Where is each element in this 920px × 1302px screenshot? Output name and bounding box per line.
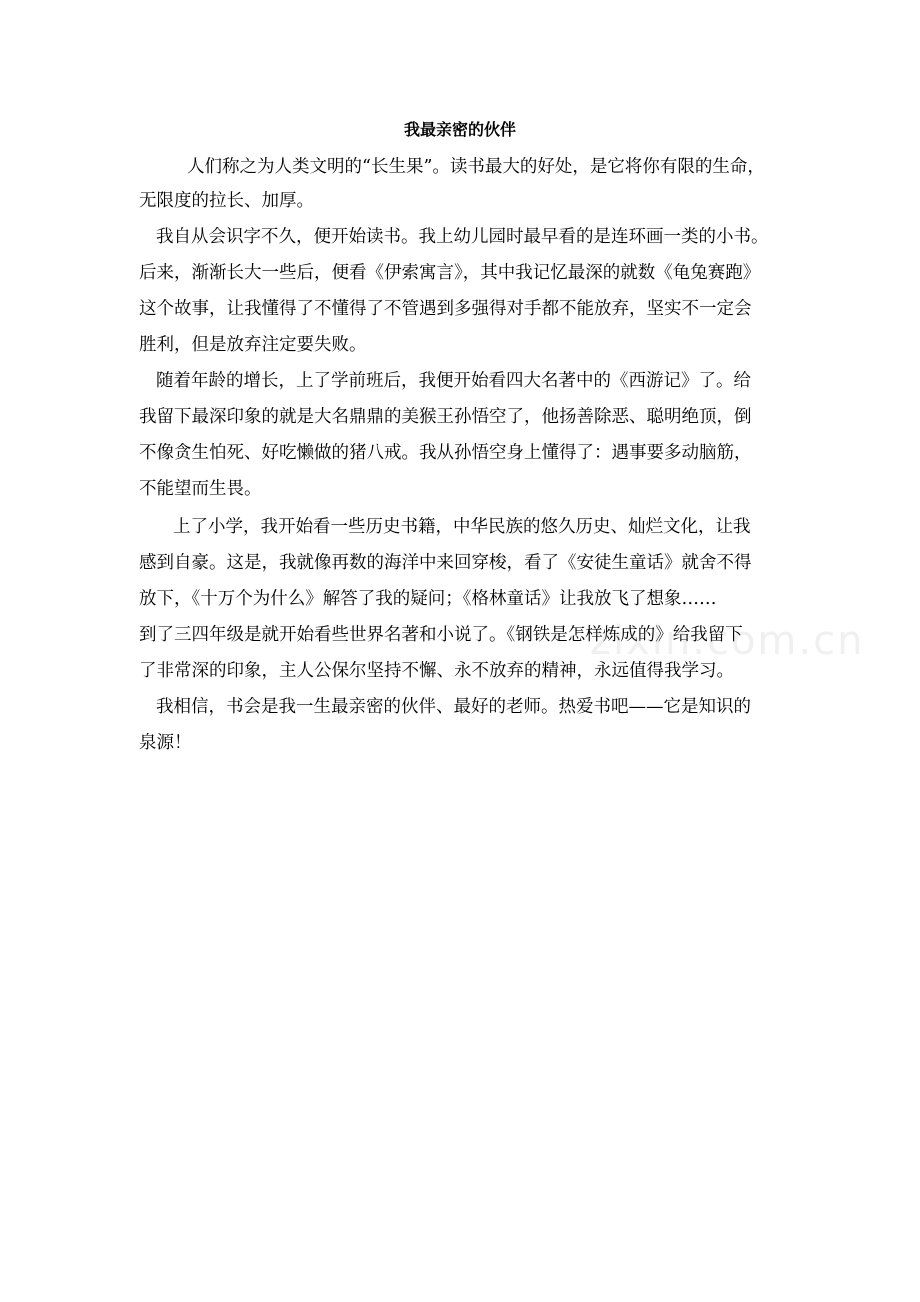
- paragraph-line: 到了三四年级是就开始看些世界名著和小说了。《钢铁是怎样炼成的》给我留下: [139, 625, 743, 645]
- paragraph-line: 泉源！: [139, 733, 192, 753]
- paragraph-line: 不能望而生畏。: [139, 479, 262, 499]
- paragraph-line: 我留下最深印象的就是大名鼎鼎的美猴王孙悟空了，他扬善除恶、聪明绝顶，倒: [139, 407, 752, 427]
- paragraph-line: 胜利，但是放弃注定要失败。: [139, 335, 367, 355]
- paragraph-line: 不像贪生怕死、好吃懒做的猪八戒。我从孙悟空身上懂得了：遇事要多动脑筋，: [139, 443, 752, 463]
- paragraph-line: 这个故事，让我懂得了不懂得了不管遇到多强得对手都不能放弃，坚实不一定会: [139, 299, 752, 319]
- paragraph-line: 随着年龄的增长，上了学前班后，我便开始看四大名著中的《西游记》了。给: [156, 371, 751, 391]
- paragraph-line: 放下，《十万个为什么》解答了我的疑问；《格林童话》让我放飞了想象……: [139, 589, 717, 609]
- paragraph-line: 我自从会识字不久，便开始读书。我上幼儿园时最早看的是连环画一类的小书。: [156, 227, 769, 247]
- paragraph-line: 无限度的拉长、加厚。: [139, 191, 314, 211]
- document-title: 我最亲密的伙伴: [403, 120, 516, 139]
- watermark-text: zixin.com.cn: [590, 618, 865, 664]
- paragraph-line: 了非常深的印象，主人公保尔坚持不懈、永不放弃的精神，永远值得我学习。: [139, 661, 734, 681]
- paragraph-line: 人们称之为人类文明的“长生果”。读书最大的好处，是它将你有限的生命，: [187, 157, 765, 177]
- paragraph-line: 感到自豪。这是，我就像再数的海洋中来回穿梭，看了《安徒生童话》就舍不得: [139, 553, 752, 573]
- paragraph-line: 后来，渐渐长大一些后，便看《伊索寓言》，其中我记忆最深的就数《龟兔赛跑》: [139, 263, 761, 283]
- paragraph-line: 上了小学，我开始看一些历史书籍，中华民族的悠久历史、灿烂文化，让我: [173, 517, 751, 537]
- paragraph-line: 我相信，书会是我一生最亲密的伙伴、最好的老师。热爱书吧——它是知识的: [156, 697, 751, 717]
